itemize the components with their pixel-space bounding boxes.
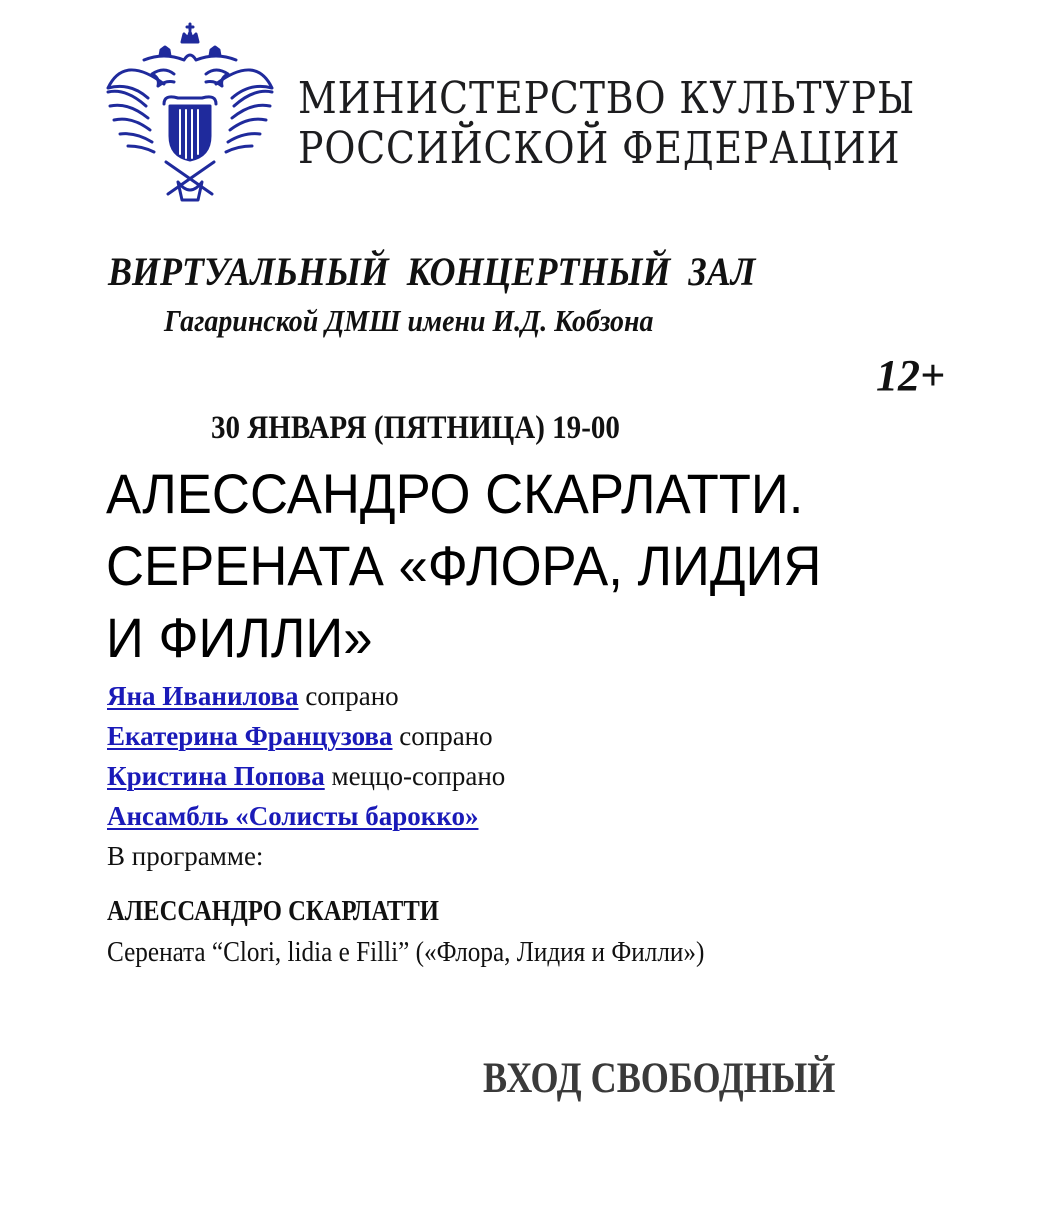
event-title-line-3: И ФИЛЛИ» [106, 606, 373, 669]
age-rating-badge: 12+ [876, 351, 946, 400]
performer-role: меццо-сопрано [331, 761, 506, 791]
performer-row [107, 756, 505, 796]
double-headed-eagle-lyre-icon [104, 22, 276, 206]
ministry-name-line-1: МИНИСТЕРСТВО КУЛЬТУРЫ [298, 73, 916, 124]
performer-role: сопрано [399, 721, 493, 751]
performer-link-ensemble[interactable]: Ансамбль «Солисты барокко» [107, 801, 479, 831]
performer-row [107, 716, 505, 756]
performers-list [107, 676, 505, 876]
event-date: 30 ЯНВАРЯ (ПЯТНИЦА) 19-00 [211, 410, 620, 446]
performer-role: сопрано [305, 681, 399, 711]
free-entry-notice: ВХОД СВОБОДНЫЙ [483, 1055, 836, 1102]
ministry-name-line-2: РОССИЙСКОЙ ФЕДЕРАЦИИ [298, 123, 901, 174]
event-title-line-1: АЛЕССАНДРО СКАРЛАТТИ. [106, 462, 804, 525]
performer-link-popova[interactable]: Кристина Попова [107, 761, 325, 791]
event-title-line-2: СЕРЕНАТА «ФЛОРА, ЛИДИЯ [106, 534, 822, 597]
event-title [106, 458, 1006, 674]
program-composer: АЛЕССАНДРО СКАРЛАТТИ [107, 896, 439, 927]
program-label: В программе: [107, 841, 264, 871]
performer-link-frantsuzova[interactable]: Екатерина Французова [107, 721, 393, 751]
hall-title: ВИРТУАЛЬНЫЙ КОНЦЕРТНЫЙ ЗАЛ [108, 249, 756, 294]
performer-row [107, 796, 505, 836]
ministry-emblem-icon [104, 22, 276, 206]
performer-row [107, 676, 505, 716]
hall-subtitle: Гагаринской ДМШ имени И.Д. Кобзона [164, 303, 654, 338]
program-work: Серената “Clori, lidia e Filli” («Флора, Лидия и Филли») [107, 937, 705, 968]
performer-link-ivanilova[interactable]: Яна Иванилова [107, 681, 299, 711]
ministry-name [298, 74, 998, 174]
